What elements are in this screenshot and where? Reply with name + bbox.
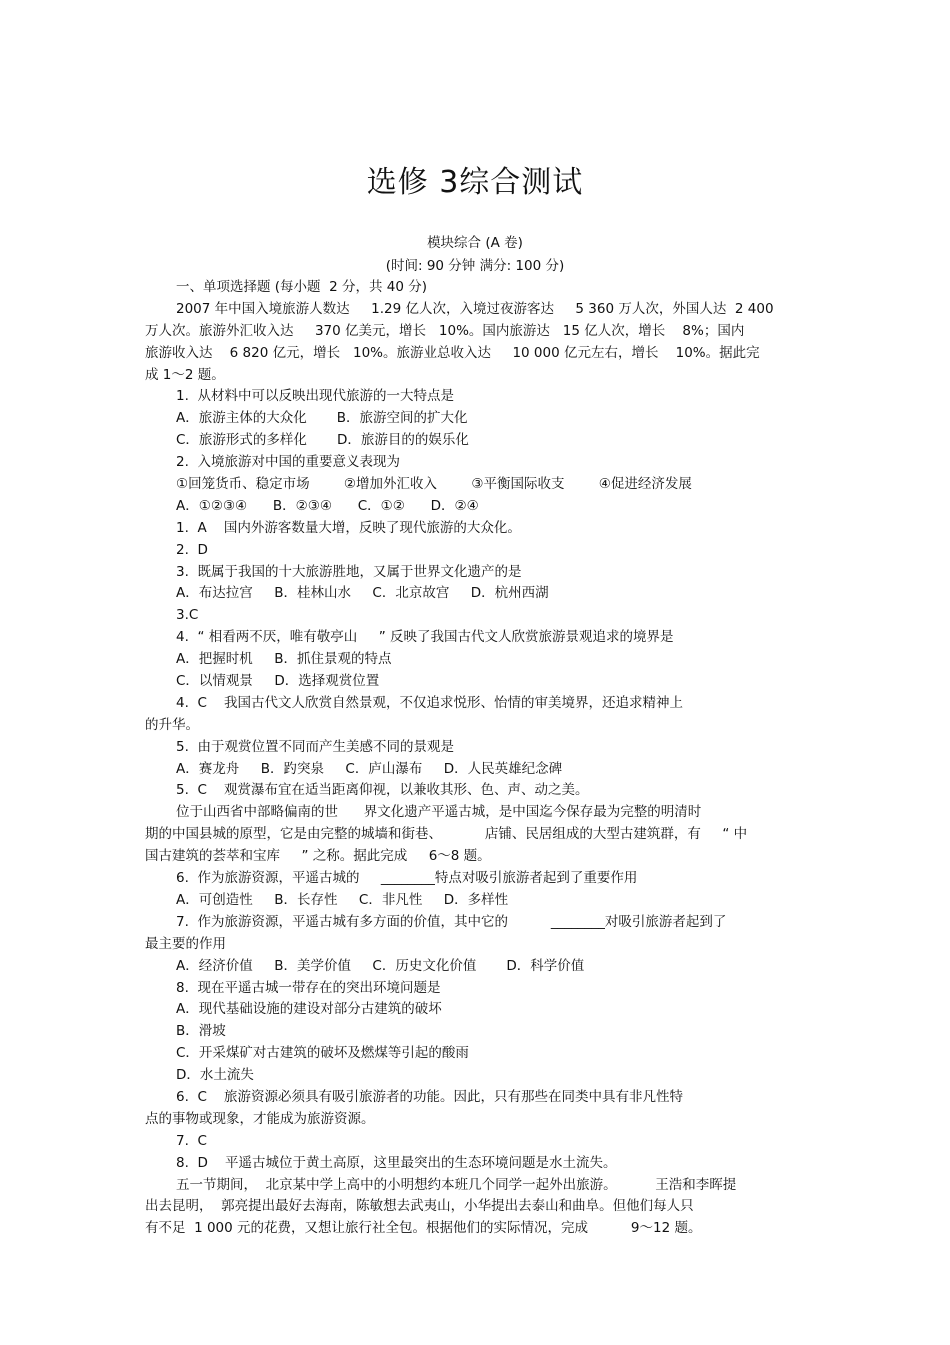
- answer-key: 2. D: [176, 541, 208, 558]
- material-paragraph-line: 国古建筑的荟萃和宝库 ” 之称。据此完成 6～8 题。: [145, 848, 491, 865]
- material-paragraph-line: 出去昆明， 郭亮提出最好去海南，陈敏想去武夷山，小华提出去泰山和曲阜。但他们每人只: [145, 1198, 694, 1215]
- answer-options: C．以情观景 D．选择观赏位置: [176, 673, 380, 690]
- answer-option: D．水土流失: [176, 1067, 254, 1084]
- question-stem: 最主要的作用: [145, 935, 226, 952]
- answer-explanation: 点的事物或现象，才能成为旅游资源。: [145, 1110, 375, 1127]
- material-paragraph-line: 期的中国县城的原型，它是由完整的城墙和街巷、 店铺、民居组成的大型古建筑群，有 “ 中: [145, 826, 748, 843]
- answer-explanation: 8. D 平遥古城位于黄土高原，这里最突出的生态环境问题是水土流失。: [176, 1154, 617, 1171]
- answer-options: A．可创造性 B．长存性 C．非凡性 D．多样性: [176, 891, 509, 908]
- material-paragraph-line: 成 1～2 题。: [145, 366, 225, 383]
- answer-explanation: 6. C 旅游资源必须具有吸引旅游者的功能。因此，只有那些在同类中具有非凡性特: [176, 1088, 684, 1105]
- answer-options: A．把握时机 B．抓住景观的特点: [176, 651, 392, 668]
- answer-option: B．滑坡: [176, 1023, 226, 1040]
- answer-key: 7. C: [176, 1132, 207, 1149]
- question-stem: 4. “ 相看两不厌，唯有敬亭山 ” 反映了我国古代文人欣赏旅游景观追求的境界是: [176, 629, 674, 646]
- question-stem: 6. 作为旅游资源，平遥古城的 ________特点对吸引旅游者起到了重要作用: [176, 870, 638, 887]
- question-stem: 1. 从材料中可以反映出现代旅游的一大特点是: [176, 388, 454, 405]
- material-paragraph-line: 旅游收入达 6 820 亿元，增长 10%。旅游业总收入达 10 000 亿元左右，增长 10%。据此完: [145, 344, 760, 361]
- material-paragraph-line: 五一节期间， 北京某中学上高中的小明想约本班几个同学一起外出旅游。 王浩和李晖提: [176, 1176, 737, 1193]
- material-paragraph-line: 万人次。旅游外汇收入达 370 亿美元，增长 10%。国内旅游达 15 亿人次，增长 8%；国内: [145, 322, 745, 339]
- answer-options: A．①②③④ B．②③④ C．①② D．②④: [176, 497, 479, 514]
- answer-explanation: 1. A 国内外游客数量大增，反映了现代旅游的大众化。: [176, 519, 521, 536]
- answer-options: C．旅游形式的多样化 D．旅游目的的娱乐化: [176, 432, 469, 449]
- question-stem: 3. 既属于我国的十大旅游胜地，又属于世界文化遗产的是: [176, 563, 522, 580]
- question-stem: 7. 作为旅游资源，平遥古城有多方面的价值，其中它的 ________对吸引旅游者起到了: [176, 913, 727, 930]
- statement-list: ①回笼货币、稳定市场 ②增加外汇收入 ③平衡国际收支 ④促进经济发展: [176, 476, 692, 493]
- document-body: [145, 277, 810, 1240]
- page-subtitle: 模块综合 (A 卷): [427, 235, 523, 251]
- question-stem: 2. 入境旅游对中国的重要意义表现为: [176, 454, 400, 471]
- answer-key: 3.C: [176, 607, 199, 624]
- material-paragraph-line: 2007 年中国入境旅游人数达 1.29 亿人次，入境过夜游客达 5 360 万人次，外国人达 2 400: [176, 300, 774, 317]
- answer-option: A．现代基础设施的建设对部分古建筑的破坏: [176, 1001, 442, 1018]
- question-stem: 5. 由于观赏位置不同而产生美感不同的景观是: [176, 738, 454, 755]
- answer-explanation: 5. C 观赏瀑布宜在适当距离仰视，以兼收其形、色、声、动之美。: [176, 782, 589, 799]
- material-paragraph-line: 位于山西省中部略偏南的世 界文化遗产平遥古城，是中国迄今保存最为完整的明清时: [176, 804, 702, 821]
- answer-explanation: 的升华。: [145, 716, 199, 733]
- exam-time-info: (时间: 90 分钟 满分: 100 分): [385, 258, 565, 274]
- answer-options: A．赛龙舟 B．趵突泉 C．庐山瀑布 D．人民英雄纪念碑: [176, 760, 563, 777]
- answer-explanation: 4. C 我国古代文人欣赏自然景观，不仅追求悦形、怡情的审美境界，还追求精神上: [176, 694, 684, 711]
- answer-options: A．经济价值 B．美学价值 C．历史文化价值 D．科学价值: [176, 957, 585, 974]
- answer-option: C．开采煤矿对古建筑的破坏及燃煤等引起的酸雨: [176, 1045, 469, 1062]
- page-title: 选修 3综合测试: [366, 165, 584, 200]
- material-paragraph-line: 有不足 1 000 元的花费，又想让旅行社全包。根据他们的实际情况，完成 9～12 题。: [145, 1220, 702, 1237]
- answer-options: A．布达拉宫 B．桂林山水 C．北京故宫 D．杭州西湖: [176, 585, 549, 602]
- answer-options: A．旅游主体的大众化 B．旅游空间的扩大化: [176, 410, 468, 427]
- section-heading: 一、单项选择题 (每小题 2 分，共 40 分): [176, 279, 428, 295]
- question-stem: 8. 现在平遥古城一带存在的突出环境问题是: [176, 979, 441, 996]
